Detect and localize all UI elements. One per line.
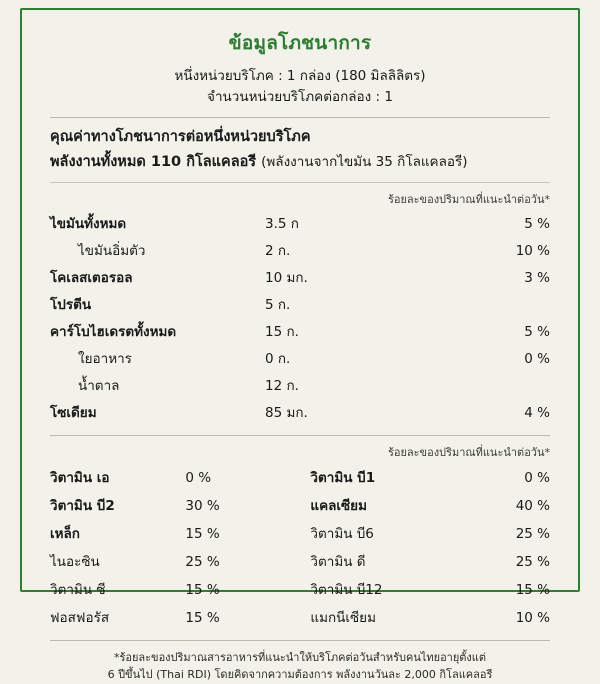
divider-energy [50, 182, 550, 183]
nutrient-name: น้ำตาล [78, 378, 120, 395]
spacer-cell [290, 575, 311, 603]
energy-line [50, 150, 550, 173]
vitamin-value-right: 25 % [515, 553, 550, 570]
table-row [50, 575, 550, 603]
table-row [50, 318, 550, 345]
table-row [50, 491, 550, 519]
energy-total: พลังงานทั้งหมด 110 กิโลแคลอรี [50, 153, 257, 170]
divider-top [50, 117, 550, 118]
nutrient-value: 10 มก. [265, 270, 308, 287]
nutrient-value: 85 มก. [265, 405, 308, 422]
spacer-cell [290, 463, 311, 491]
spacer-cell [290, 491, 311, 519]
vitamin-value-left: 25 % [185, 553, 220, 570]
table-row [50, 264, 550, 291]
daily-value-heading: ร้อยละของปริมาณที่แนะนำต่อวัน* [387, 192, 550, 206]
nutrient-value: 2 ก. [265, 243, 291, 260]
nutrients-table [50, 210, 550, 426]
nutrient-dv: 5 % [524, 216, 550, 233]
footnote-line-1: *ร้อยละของปริมาณสารอาหารที่แนะนำให้บริโภคต่อวันสำหรับคนไทยอายุตั้งแต่ [113, 650, 487, 664]
nutrient-name: ใยอาหาร [78, 351, 132, 368]
table-row [50, 210, 550, 237]
servings-per-container-text: จำนวนหน่วยบริโภคต่อกล่อง : 1 [207, 88, 393, 105]
vitamin-name-left: ไนอะซิน [50, 553, 100, 570]
table-row [50, 345, 550, 372]
nutrient-dv: 3 % [524, 270, 550, 287]
footnote-line-2: 6 ปีขึ้นไป (Thai RDI) โดยคิดจากความต้องการ พลังงานวันละ 2,000 กิโลแคลอรี [107, 668, 493, 682]
vitamin-name-left: เหล็ก [50, 525, 80, 542]
vitamin-name-right: วิตามิน ดี [310, 553, 366, 570]
nutrition-facts-panel [20, 8, 580, 682]
vitamin-name-right: แมกนีเซียม [310, 609, 376, 626]
serving-size-text: หนึ่งหน่วยบริโภค : 1 กล่อง (180 มิลลิลิตร) [174, 68, 426, 84]
nutrient-value: 15 ก. [265, 324, 299, 341]
vitamin-value-right: 40 % [515, 497, 550, 514]
page-title: ข้อมูลโภชนาการ [228, 32, 372, 54]
table-row [50, 237, 550, 264]
spacer-cell [290, 519, 311, 547]
vitamin-value-left: 15 % [185, 609, 220, 626]
vitamin-value-left: 15 % [185, 581, 220, 598]
nutrient-name: ไขมันอิ่มตัว [78, 243, 146, 260]
nutrient-name: คาร์โบไฮเดรตทั้งหมด [50, 324, 177, 341]
nutrient-dv: 5 % [524, 324, 550, 341]
nutrient-value: 5 ก. [265, 297, 291, 314]
divider-footnote [50, 640, 550, 641]
table-row [50, 463, 550, 491]
vitamin-name-left: วิตามิน ซี [50, 581, 106, 598]
vitamins-table [50, 463, 550, 631]
nutrient-name: โคเลสเตอรอล [50, 270, 133, 287]
vitamin-name-right: วิตามิน บี1 [310, 469, 376, 486]
per-serving-heading: คุณค่าทางโภชนาการต่อหนึ่งหน่วยบริโภค [50, 128, 311, 145]
table-row [50, 372, 550, 399]
table-row [50, 519, 550, 547]
table-row [50, 547, 550, 575]
energy-from-fat: (พลังงานจากไขมัน 35 กิโลแคลอรี) [261, 153, 468, 170]
spacer-cell [290, 547, 311, 575]
vitamin-value-right: 15 % [515, 581, 550, 598]
nutrient-value: 0 ก. [265, 351, 291, 368]
vitamin-value-left: 30 % [185, 497, 220, 514]
vitamin-name-right: วิตามิน บี12 [310, 581, 383, 598]
nutrient-name: ไขมันทั้งหมด [50, 216, 127, 233]
vitamin-name-left: วิตามิน บี2 [50, 497, 115, 514]
nutrient-dv: 0 % [524, 351, 550, 368]
vitamin-value-right: 0 % [524, 469, 550, 486]
divider-vitamins [50, 435, 550, 436]
nutrient-dv: 10 % [515, 243, 550, 260]
nutrient-dv [425, 291, 550, 318]
nutrient-name: โซเดียม [50, 405, 97, 422]
vitamin-name-left: ฟอสฟอรัส [50, 609, 110, 626]
vitamin-value-right: 25 % [515, 525, 550, 542]
nutrient-dv [425, 372, 550, 399]
table-row [50, 291, 550, 318]
daily-value-heading-vitamins: ร้อยละของปริมาณที่แนะนำต่อวัน* [387, 445, 550, 459]
spacer-cell [290, 603, 311, 631]
vitamin-value-left: 15 % [185, 525, 220, 542]
vitamin-name-right: วิตามิน บี6 [310, 525, 374, 542]
nutrient-dv: 4 % [524, 405, 550, 422]
vitamin-value-left: 0 % [185, 469, 212, 486]
vitamin-name-right: แคลเซียม [310, 497, 367, 514]
nutrient-value: 12 ก. [265, 378, 299, 395]
nutrient-name: โปรตีน [50, 297, 92, 314]
table-row [50, 603, 550, 631]
nutrient-value: 3.5 ก [265, 216, 299, 233]
vitamin-name-left: วิตามิน เอ [50, 469, 110, 486]
table-row [50, 399, 550, 426]
vitamin-value-right: 10 % [515, 609, 550, 626]
